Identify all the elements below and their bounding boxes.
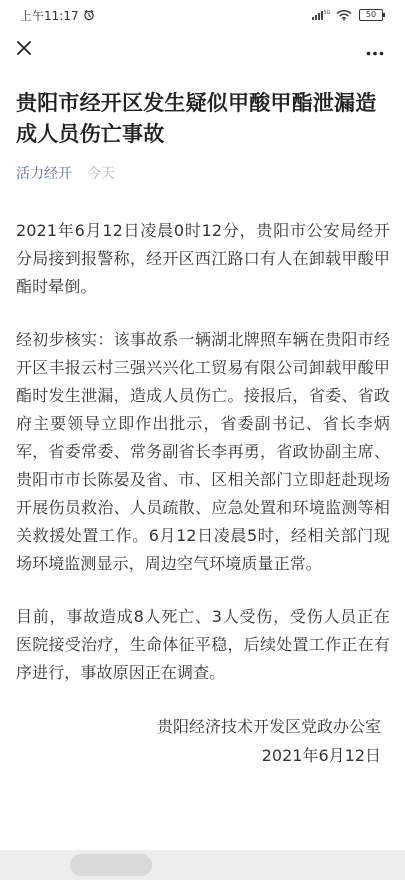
article-title: 贵阳市经开区发生疑似甲酸甲酯泄漏造成人员伤亡事故 (16, 91, 377, 146)
signal-icon (311, 9, 329, 21)
article-content (0, 88, 405, 770)
article-nav-bar (0, 30, 405, 74)
article-paragraph: 2021年6月12日凌晨0时12分，贵阳市公安局经开分局接到报警称，经开区西江路口有人在卸载甲酸甲酯时晕倒。 (16, 221, 390, 296)
article-date: 2021年6月12日 (261, 746, 381, 765)
wifi-icon (336, 9, 352, 21)
publish-time: 今天 (87, 166, 115, 182)
svg-text:5G: 5G (323, 10, 331, 16)
status-bar (0, 0, 405, 30)
more-icon (366, 41, 384, 60)
bottom-toolbar (0, 850, 405, 880)
article-signature: 贵阳经济技术开发区党政办公室 (156, 717, 381, 736)
status-left (20, 7, 95, 24)
article-paragraph: 经初步核实：该事故系一辆湖北牌照车辆在贵阳市经开区丰报云村三强兴兴化工贸易有限公司卸载甲酸甲酯时发生泄漏，造成人员伤亡。接报后，省委、省政府主要领导立即作出批示，省委副书记、省长李炳军，省委常委、常务副省长李再勇，省政协副主席、贵阳市市长陈晏及省、市、区相关部门立即赶赴现场开展伤员救治、人员疏散、应急处置和环境监测等相关救援处置工作。6月12日凌晨5时，经相关部门现场环境监测显示，周边空气环境质量正常。 (16, 330, 390, 573)
status-time: 上午11:17 (20, 8, 79, 23)
close-button[interactable] (12, 38, 36, 62)
bottom-pill (70, 854, 152, 876)
alarm-icon (83, 9, 95, 21)
article-body (16, 217, 390, 770)
status-right (311, 9, 383, 21)
battery-icon (359, 9, 383, 21)
close-icon (16, 40, 32, 60)
article-meta (16, 164, 390, 182)
article-signature-block (16, 712, 390, 770)
article-paragraph: 目前，事故造成8人死亡、3人受伤，受伤人员正在医院接受治疗，生命体征平稳，后续处置工作正在有序进行，事故原因正在调查。 (16, 607, 390, 682)
more-button[interactable] (363, 38, 387, 62)
account-name-link[interactable]: 活力经开 (16, 166, 72, 182)
battery-level: 50 (365, 10, 377, 19)
